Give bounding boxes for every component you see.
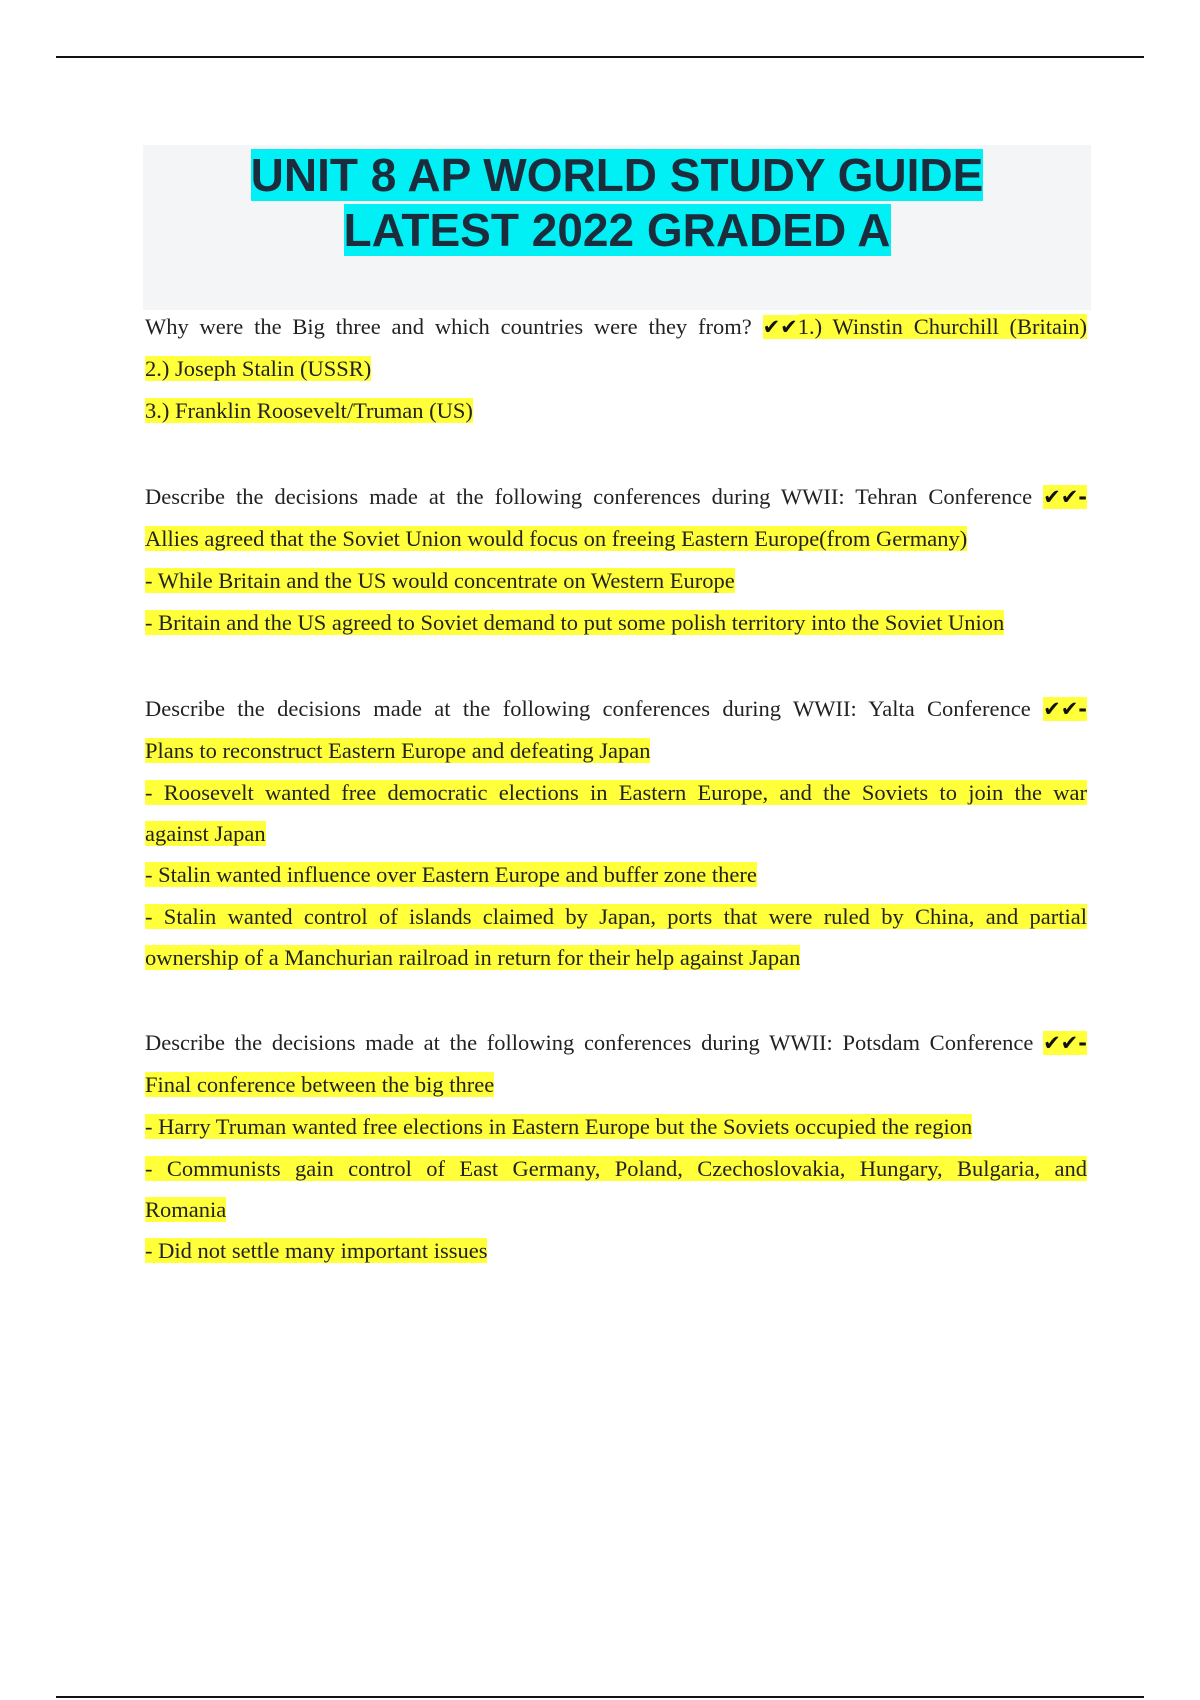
answer-line: - Britain and the US agreed to Soviet demand to put some polish territory into the Soviet Union xyxy=(145,610,1005,635)
question-line xyxy=(145,1022,1087,1064)
answer-line: 3.) Franklin Roosevelt/Truman (US) xyxy=(145,398,473,423)
question-text: Why were the Big three and which countries were they from? xyxy=(145,314,752,339)
answer-text: 1.) Winstin Churchill (Britain) xyxy=(797,314,1087,339)
answer-line: Romania xyxy=(145,1197,227,1222)
checkmark-icon: ✔✔- xyxy=(1043,485,1088,509)
checkmark-icon: ✔✔- xyxy=(1043,697,1088,721)
question-line xyxy=(145,476,1087,518)
question-line xyxy=(145,306,1087,348)
answer-line: Allies agreed that the Soviet Union would focus on freeing Eastern Europe(from Germany) xyxy=(145,526,968,551)
answer-line: Final conference between the big three xyxy=(145,1072,495,1097)
answer-line: 2.) Joseph Stalin (USSR) xyxy=(145,356,372,381)
answer-line: - Harry Truman wanted free elections in Eastern Europe but the Soviets occupied the region xyxy=(145,1114,973,1139)
answer-line: - Stalin wanted control of islands claimed by Japan, ports that were ruled by China, and partial xyxy=(145,904,1087,929)
question-line xyxy=(145,688,1087,730)
title-line-2: LATEST 2022 GRADED A xyxy=(343,204,891,256)
answer-line: - Roosevelt wanted free democratic elections in Eastern Europe, and the Soviets to join the war xyxy=(145,780,1087,805)
answer-line: - Stalin wanted influence over Eastern Europe and buffer zone there xyxy=(145,862,757,887)
answer-line: - Did not settle many important issues xyxy=(145,1238,488,1263)
answer-line: Plans to reconstruct Eastern Europe and defeating Japan xyxy=(145,738,651,763)
checkmark-icon: ✔✔ xyxy=(762,315,798,339)
answer-line: ownership of a Manchurian railroad in return for their help against Japan xyxy=(145,945,801,970)
document-title xyxy=(143,145,1091,258)
top-rule xyxy=(56,56,1144,58)
answer-line: - While Britain and the US would concentrate on Western Europe xyxy=(145,568,735,593)
answer-line: - Communists gain control of East Germany, Poland, Czechoslovakia, Hungary, Bulgaria, and xyxy=(145,1156,1087,1181)
bottom-rule xyxy=(56,1696,1144,1698)
question-text: Describe the decisions made at the following conferences during WWII: Tehran Conference xyxy=(145,484,1033,509)
qa-item-potsdam xyxy=(145,1022,1087,1272)
title-banner xyxy=(143,145,1091,310)
answer-line: against Japan xyxy=(145,821,266,846)
checkmark-icon: ✔✔- xyxy=(1043,1031,1087,1055)
question-text: Describe the decisions made at the following conferences during WWII: Yalta Conference xyxy=(145,696,1031,721)
question-text: Describe the decisions made at the following conferences during WWII: Potsdam Conference xyxy=(145,1030,1034,1055)
qa-item-tehran xyxy=(145,476,1087,644)
title-line-1: UNIT 8 AP WORLD STUDY GUIDE xyxy=(250,149,984,201)
study-guide-content xyxy=(145,306,1087,1316)
qa-item-yalta xyxy=(145,688,1087,978)
qa-item-big-three xyxy=(145,306,1087,432)
